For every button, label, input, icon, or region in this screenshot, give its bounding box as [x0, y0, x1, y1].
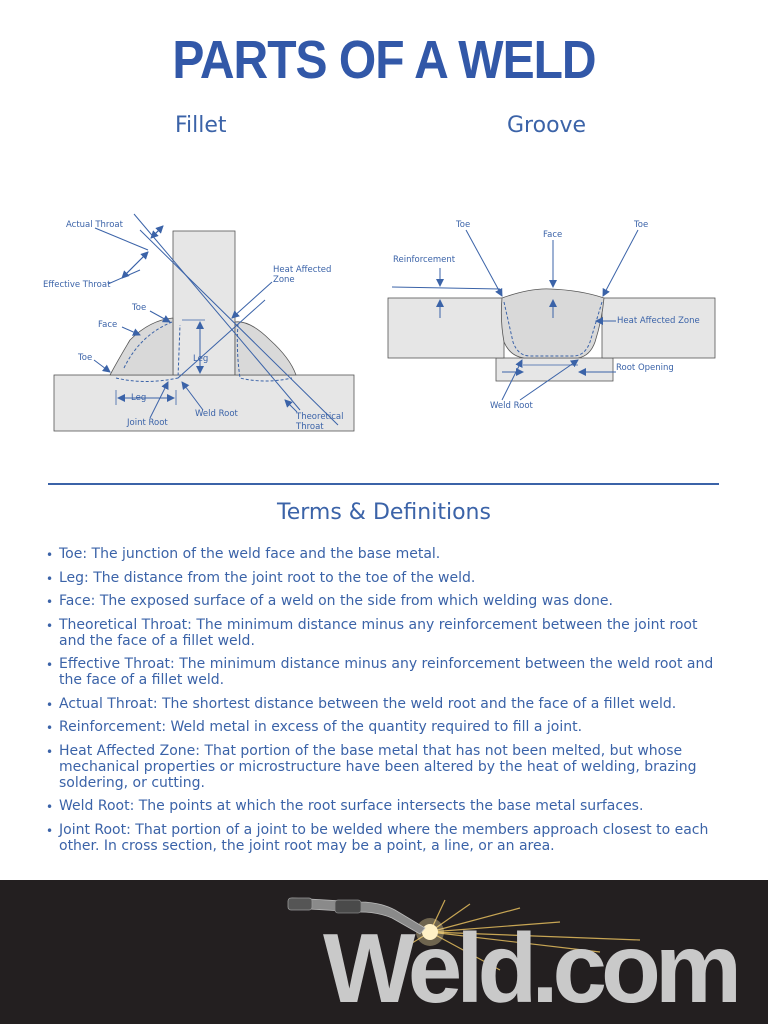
fillet-weld-diagram — [0, 200, 360, 460]
definition-item: • Heat Affected Zone: That portion of the base metal that has not been melted, but whose mechanical properties or microstructure have been altered by the heat of welding, brazing soldering, or cutting. — [46, 742, 697, 791]
groove-weld — [501, 289, 604, 358]
definition-item: • Toe: The junction of the weld face and the base metal. — [46, 546, 441, 562]
label-root-opening: Root Opening — [616, 363, 674, 373]
fillet-left-weld — [110, 318, 173, 375]
groove-right-plate — [602, 298, 715, 358]
label-heat-affected-zone-1: Heat Affected — [273, 265, 332, 275]
definition-item: • Actual Throat: The shortest distance between the weld root and the face of a fillet weld. — [46, 695, 677, 712]
groove-left-plate — [388, 298, 504, 358]
groove-heading: Groove — [507, 113, 587, 138]
label-face: Face — [543, 230, 563, 240]
label-joint-root: Joint Root — [127, 418, 168, 428]
definition-item: • Reinforcement: Weld metal in excess of the quantity required to fill a joint. — [46, 719, 583, 735]
bullet-icon: • — [46, 548, 54, 562]
bullet-icon: • — [46, 618, 54, 633]
fillet-heading: Fillet — [175, 113, 227, 138]
terms-title: Terms & Definitions — [277, 500, 491, 525]
label-weld-root: Weld Root — [490, 401, 533, 411]
label-face: Face — [98, 320, 118, 330]
definition-item: • Weld Root: The points at which the root surface intersects the base metal surfaces. — [46, 798, 644, 814]
label-toe-bottom: Toe — [78, 353, 93, 363]
definition-item: • Effective Throat: The minimum distance minus any reinforcement between the weld root and the face of a fillet weld. — [46, 656, 714, 688]
definition-item: • Theoretical Throat: The minimum distance minus any reinforcement between the joint root and the face of a fillet weld. — [46, 616, 698, 649]
fillet-right-weld — [235, 322, 296, 375]
groove-weld-diagram — [380, 210, 740, 420]
label-leg-right: Leg — [193, 354, 209, 364]
bullet-icon: • — [46, 744, 54, 759]
label-heat-affected-zone-2: Zone — [273, 275, 295, 285]
definition-item: • Leg: The distance from the joint root to the toe of the weld. — [46, 569, 476, 586]
definition-item: • Joint Root: That portion of a joint to be welded where the members approach closest to each other. In cross section, the joint root may be a point, a line, or an area. — [46, 821, 709, 854]
label-theoretical-throat-2: Throat — [296, 422, 324, 432]
bullet-icon: • — [46, 697, 54, 712]
label-theoretical-throat-1: Theoretical — [296, 412, 344, 422]
bullet-icon: • — [46, 571, 54, 586]
label-toe-left: Toe — [456, 220, 471, 230]
label-heat-affected-zone: Heat Affected Zone — [617, 316, 700, 326]
label-effective-throat: Effective Throat — [43, 280, 111, 290]
page-title: PARTS OF A WELD — [172, 31, 596, 91]
bullet-icon: • — [46, 721, 54, 735]
label-weld-root: Weld Root — [195, 409, 238, 419]
bullet-icon: • — [46, 823, 54, 838]
definition-item: • Face: The exposed surface of a weld on the side from which welding was done. — [46, 593, 613, 609]
label-leg-bottom: Leg — [131, 393, 147, 403]
label-actual-throat: Actual Throat — [66, 220, 123, 230]
label-toe-top: Toe — [132, 303, 147, 313]
bullet-icon: • — [46, 800, 54, 814]
weld-com-logo: Weld.com — [323, 913, 737, 1023]
definitions-list — [46, 546, 726, 861]
section-divider — [48, 483, 719, 485]
bullet-icon: • — [46, 595, 54, 609]
bullet-icon: • — [46, 658, 54, 672]
label-toe-right: Toe — [634, 220, 649, 230]
label-reinforcement: Reinforcement — [393, 255, 456, 265]
